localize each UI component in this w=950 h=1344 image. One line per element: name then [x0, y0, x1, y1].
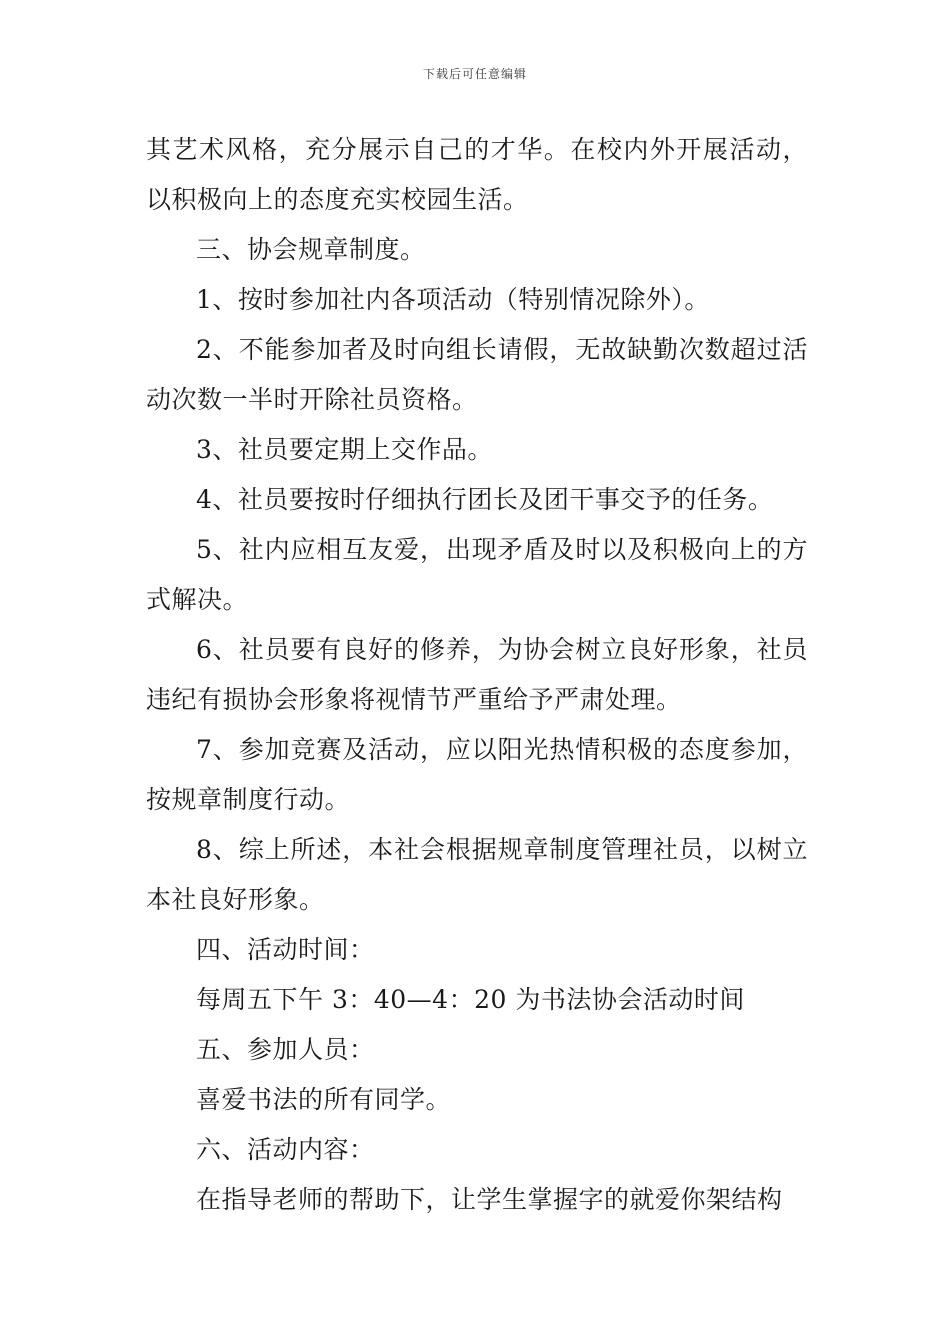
activity-time-text: 每周五下午 3：40—4：20 为书法协会活动时间 [196, 985, 745, 1014]
page-header-note: 下载后可任意编辑 [422, 67, 527, 81]
section-heading-participants: 五、参加人员： [196, 1035, 375, 1064]
section-heading-content: 六、活动内容： [196, 1135, 375, 1164]
document-body [146, 125, 808, 1225]
rule-item-6: 6、社员要有良好的修养，为协会树立良好形象，社员违纪有损协会形象将视情节严重给予严肃处理。 [146, 635, 808, 714]
rule-item-8: 8、综上所述，本社会根据规章制度管理社员，以树立本社良好形象。 [146, 835, 808, 914]
activity-content-text: 在指导老师的帮助下，让学生掌握字的就爱你架结构 [196, 1185, 783, 1214]
rule-item-7: 7、参加竞赛及活动，应以阳光热情积极的态度参加，按规章制度行动。 [146, 735, 808, 814]
section-heading-time: 四、活动时间： [196, 935, 375, 964]
rule-item-2: 2、不能参加者及时向组长请假，无故缺勤次数超过活动次数一半时开除社员资格。 [146, 335, 808, 414]
rule-item-5: 5、社内应相互友爱，出现矛盾及时以及积极向上的方式解决。 [146, 535, 808, 614]
participants-text: 喜爱书法的所有同学。 [196, 1085, 452, 1114]
rule-item-3: 3、社员要定期上交作品。 [196, 435, 493, 464]
rule-item-4: 4、社员要按时仔细执行团长及团干事交予的任务。 [196, 485, 774, 514]
rule-item-1: 1、按时参加社内各项活动（特别情况除外）。 [196, 285, 710, 314]
section-heading-rules: 三、协会规章制度。 [196, 235, 426, 264]
paragraph-continuation: 其艺术风格，充分展示自己的才华。在校内外开展活动，以积极向上的态度充实校园生活。 [146, 135, 808, 214]
